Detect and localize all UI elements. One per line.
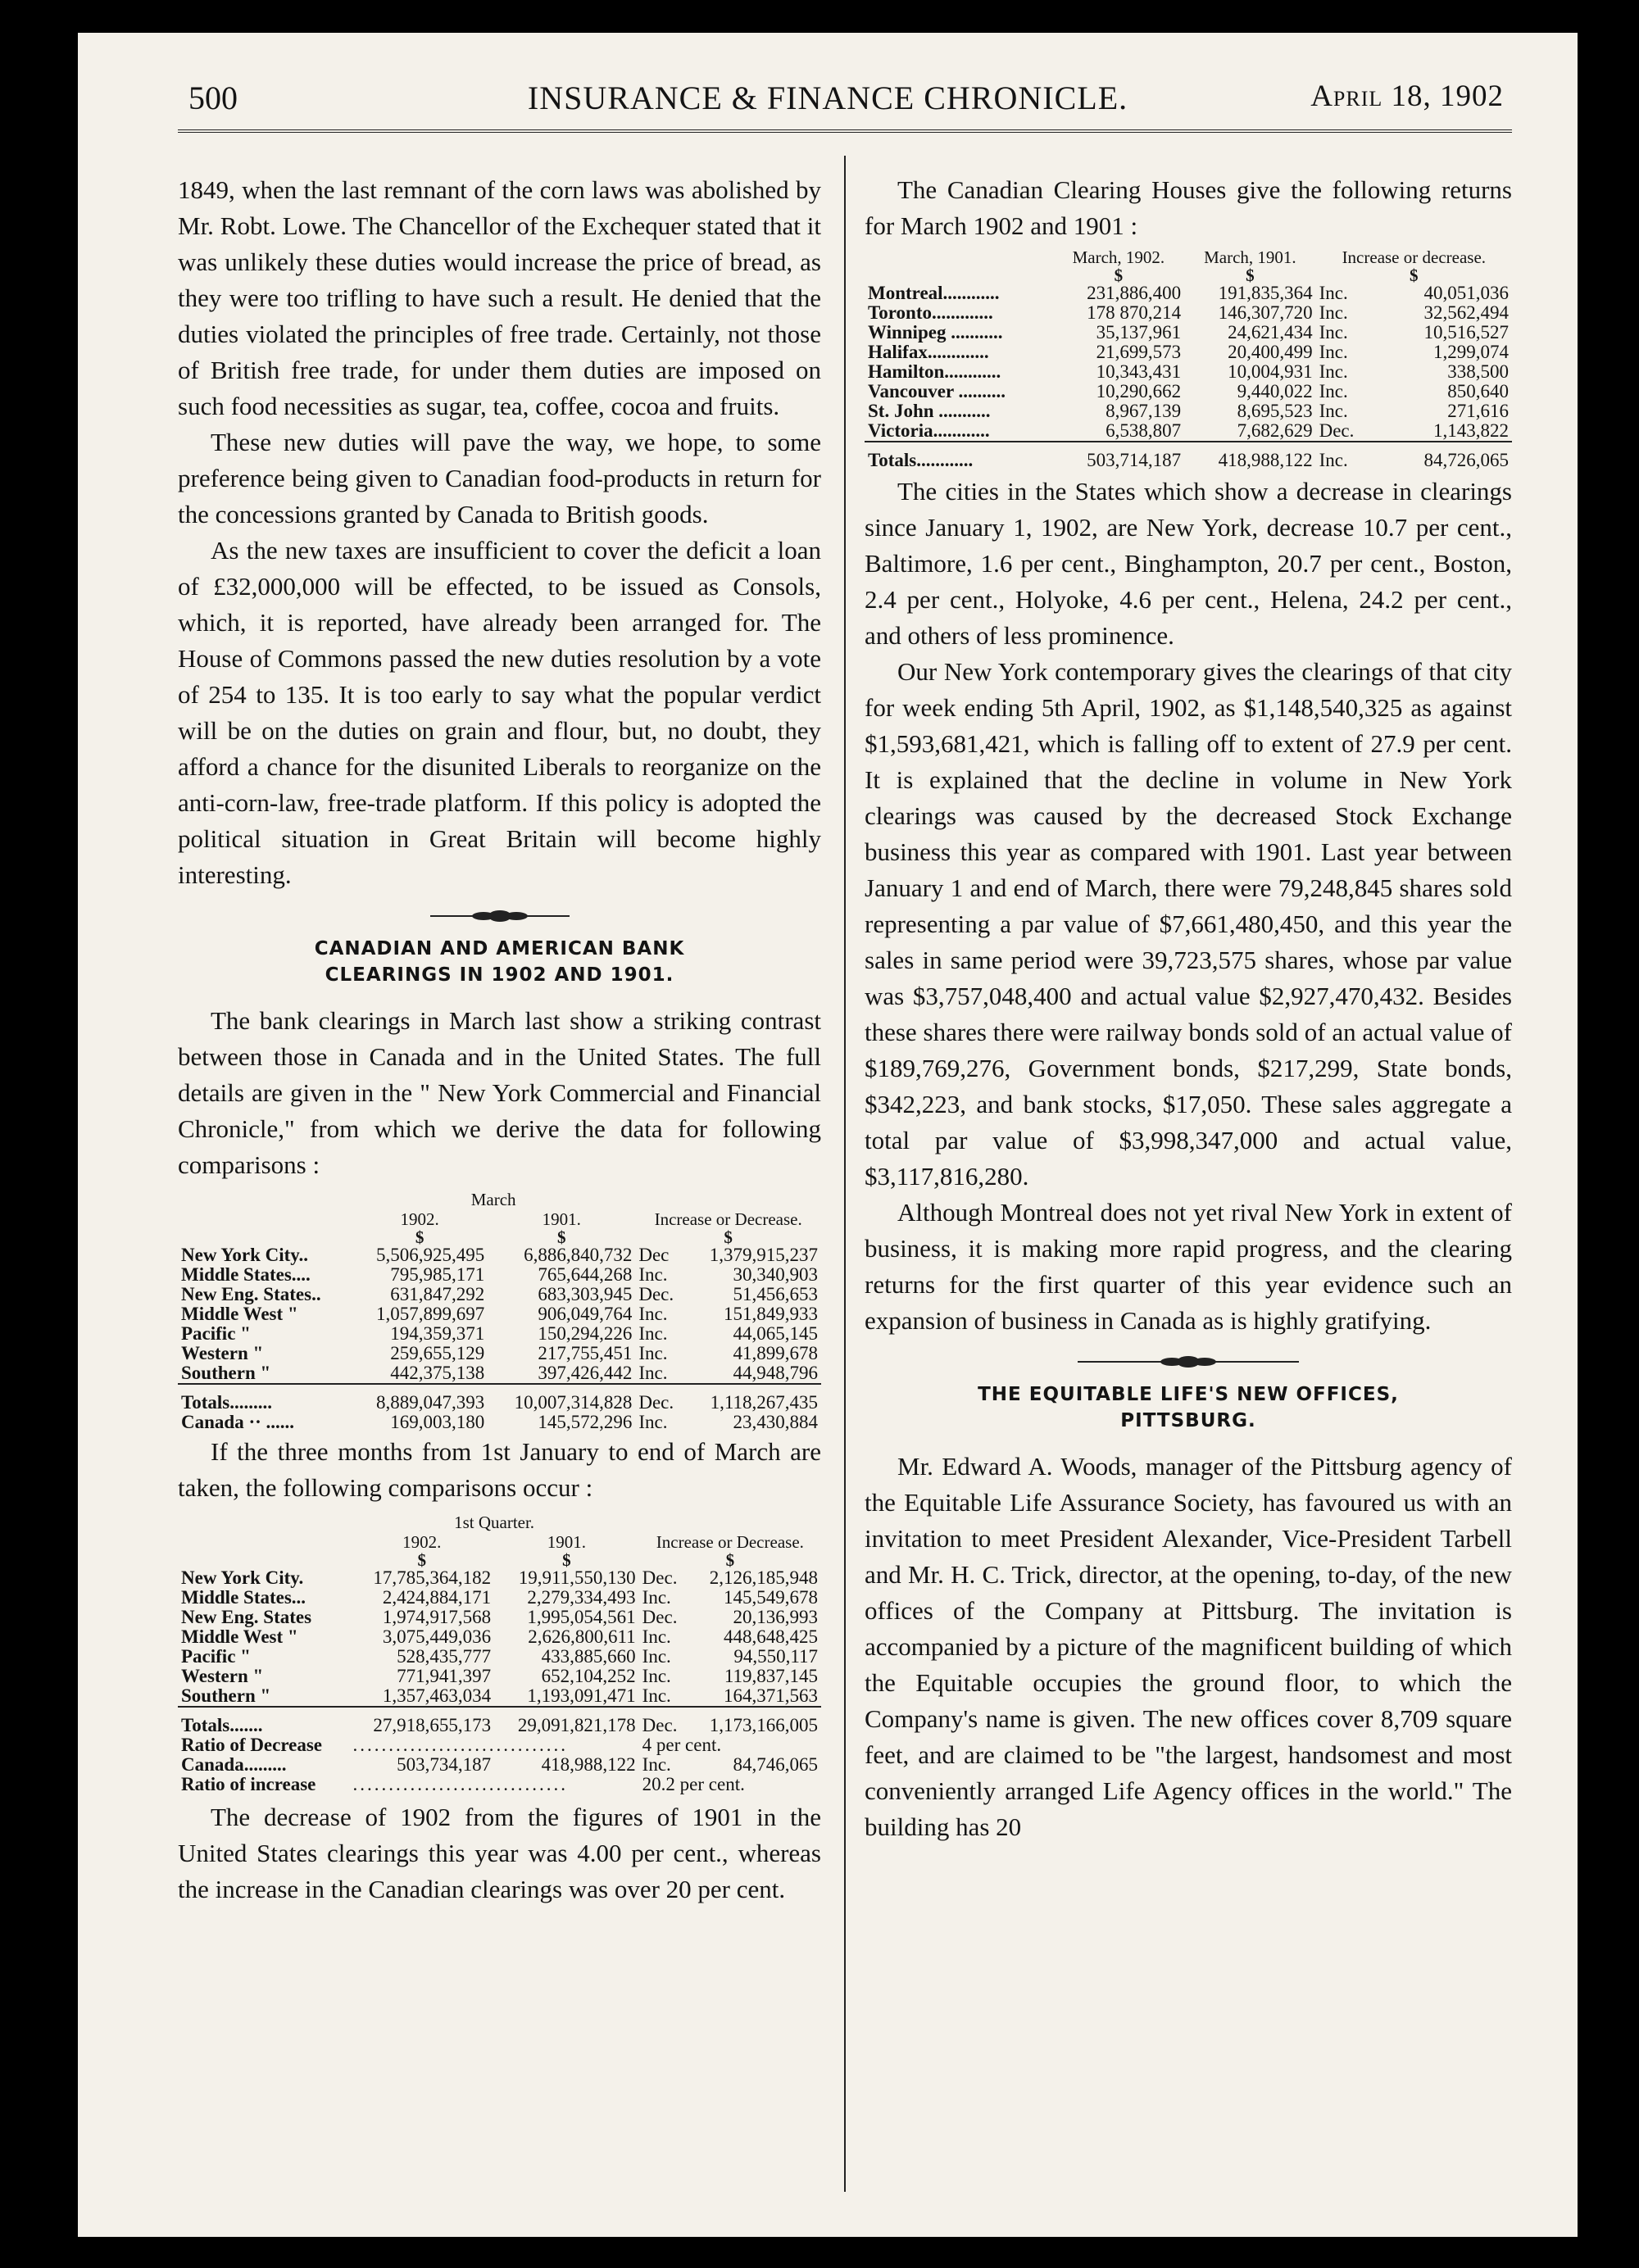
table-row <box>865 284 1512 303</box>
table-row <box>178 1686 821 1707</box>
table-cell: Middle States.... <box>181 1264 311 1285</box>
table-cell: Dec. <box>642 1607 678 1627</box>
table-cell: 683,303,945 <box>538 1284 633 1304</box>
table-cell: Southern " <box>181 1685 271 1706</box>
table-cell: Hamilton............ <box>868 361 1001 382</box>
table-cell: 1,299,074 <box>1433 342 1509 362</box>
table-row <box>178 1627 821 1647</box>
table-row <box>178 1285 821 1304</box>
table-row <box>865 303 1512 323</box>
table-cell: 150,294,226 <box>538 1323 633 1344</box>
table-cell: Dec. <box>1319 420 1355 441</box>
table-cell: Dec <box>638 1245 670 1265</box>
table-cell: 528,435,777 <box>397 1646 492 1667</box>
table-cell: 6,538,807 <box>1106 420 1182 441</box>
paragraph: The cities in the States which show a decrease in clearings since January 1, 1902, are New York, decrease 10.7 per cent., Baltimore, 1.6 per cent., Binghampton, 20.7 per cent., Boston, 2.4 per cent., Holyoke, 4.6 per cent., Helena, 24.2 per cent., and others of less prominence. <box>865 477 1512 650</box>
issue-date: April 18, 1902 <box>1310 79 1504 113</box>
paragraph: Although Montreal does not yet rival New York in extent of business, it is making more rapid progress, and the clearing returns for the first quarter of this year evidence such an expansion of business in Canada as is highly gratifying. <box>865 1198 1512 1335</box>
table-cell: 94,550,117 <box>733 1646 818 1667</box>
table-cell: 35,137,961 <box>1096 322 1182 342</box>
table-row <box>178 1568 821 1588</box>
table-cell: New Eng. States <box>181 1607 312 1627</box>
table-cell: Inc. <box>1319 322 1348 342</box>
table-row-totals: Totals......... 8,889,047,393 10,007,314,828 Dec. 1,118,267,435 <box>181 1392 818 1413</box>
march-clearings-table: March Increase or Decrease. 1902. 1901. $ $ $ New York City.. 5,506,925,495 6,886,840,732 Dec 1,379,915,237 Middle States.... 795,985,171 765,644,268 Inc. 30,340,903 New Eng. States.. 631,847,292 683,303,945 Dec. 51,456,653 Middle West " 1,057,899,697 906,049,764 Inc. 151,849,933 Pacific " 194,359,371 150,294,226 Inc. 44,065,145 Western " 259,655,129 217,755,451 Inc. 41,899,678 Southern " 442,375,138 397,426,442 Inc. 44,948,796 Totals......... 8,889,047,393 10,007,314,828 Dec. 1,118,267,435 Canada ·· ...... 169,003,180 145,572,296 Inc. 23,430,884 <box>178 1190 821 1432</box>
table-cell: Inc. <box>1319 401 1348 421</box>
table-cell: Dec. <box>638 1284 674 1304</box>
table-row <box>178 1363 821 1384</box>
table-cell: 40,051,036 <box>1423 283 1509 303</box>
table-row <box>865 382 1512 401</box>
paragraph: These new duties will pave the way, we hope, to some preference being given to Canadian food-products in return for the concessions granted by Canada to British goods. <box>178 428 821 528</box>
quarter-clearings-table: 1st Quarter. Increase or Decrease. 1902. 1901. $ $ $ New York City. 17,785,364,182 19,911,550,130 Dec. 2,126,185,948 Middle States... 2,424,884,171 2,279,334,493 Inc. 145,549,678 New Eng. States 1,974,917,568 1,995,054,561 Dec. 20,136,993 Middle West " 3,075,449,036 2,626,800,611 Inc. 448,648,425 Pacific " 528,435,777 433,885,660 Inc. 94,550,117 Western " 771,941,397 652,104,252 Inc. 119,837,145 Southern " 1,357,463,034 1,193,091,471 Inc. 164,371,563 Totals....... 27,918,655,173 29,091,821,178 Dec. 1,173,166,005 Ratio of Decrease .............................. 4 per cent. Canada......... 503,734,187 418,988,122 Inc. 84,746,065 Ratio of increase .............................. 20.2 per cent. <box>178 1513 821 1794</box>
table-cell: 10,343,431 <box>1096 361 1182 382</box>
table-cell: 397,426,442 <box>538 1363 633 1383</box>
table-cell: 146,307,720 <box>1218 302 1313 323</box>
table-cell: Inc. <box>642 1626 671 1647</box>
table-cell: Middle States... <box>181 1587 306 1608</box>
paragraph: If the three months from 1st January to end of March are taken, the following comparisons occur : <box>178 1437 821 1502</box>
table-cell: 765,644,268 <box>538 1264 633 1285</box>
table-cell: St. John ........... <box>868 401 991 421</box>
column-divider <box>844 156 846 2192</box>
table-cell: Western " <box>181 1343 264 1363</box>
table-cell: 1,143,822 <box>1433 420 1509 441</box>
table-row <box>865 401 1512 421</box>
table-cell: New Eng. States.. <box>181 1284 321 1304</box>
table-cell: 191,835,364 <box>1218 283 1313 303</box>
table-cell: Vancouver .......... <box>868 381 1006 401</box>
table-cell: 9,440,022 <box>1237 381 1313 401</box>
table-cell: 850,640 <box>1447 381 1509 401</box>
table-cell: 2,424,884,171 <box>382 1587 492 1608</box>
table-cell: 8,695,523 <box>1237 401 1313 421</box>
section-ornament <box>865 1354 1512 1370</box>
table-cell: 1,193,091,471 <box>527 1685 636 1706</box>
table-cell: Inc. <box>1319 302 1348 323</box>
table-cell: Inc. <box>638 1264 668 1285</box>
table-cell: Inc. <box>642 1666 671 1686</box>
table-row <box>865 323 1512 342</box>
header-rule <box>178 129 1512 136</box>
table-cell: 1,974,917,568 <box>382 1607 492 1627</box>
table-cell: 433,885,660 <box>541 1646 636 1667</box>
table-cell: 151,849,933 <box>724 1304 818 1324</box>
table-cell: 32,562,494 <box>1423 302 1509 323</box>
table-cell: 6,886,840,732 <box>524 1245 633 1265</box>
table-cell: 7,682,629 <box>1237 420 1313 441</box>
table-cell: 2,626,800,611 <box>528 1626 636 1647</box>
table-row <box>865 421 1512 442</box>
table-row-ratio-decrease: Ratio of Decrease .............................. 4 per cent. <box>181 1735 722 1755</box>
table-cell: 30,340,903 <box>733 1264 818 1285</box>
table-row <box>865 342 1512 362</box>
right-column <box>865 172 1512 1845</box>
table-row-canada: Canada......... 503,734,187 418,988,122 Inc. 84,746,065 <box>181 1754 818 1775</box>
table-cell: Halifax............. <box>868 342 989 362</box>
table-cell: 442,375,138 <box>390 1363 485 1383</box>
table-cell: Dec. <box>642 1567 678 1588</box>
table-cell: 20,400,499 <box>1228 342 1313 362</box>
table-cell: Inc. <box>642 1587 671 1608</box>
paragraph: The bank clearings in March last show a striking contrast between those in Canada and in the United States. The full details are given in the " New York Commercial and Financial Chronicle," from which we derive the data for following comparisons : <box>178 1006 821 1179</box>
table-cell: 906,049,764 <box>538 1304 633 1324</box>
table-cell: Inc. <box>638 1363 668 1383</box>
table-row <box>178 1647 821 1667</box>
table-cell: 771,941,397 <box>397 1666 492 1686</box>
table-cell: 194,359,371 <box>390 1323 485 1344</box>
table-cell: 1,995,054,561 <box>527 1607 636 1627</box>
section-heading: THE EQUITABLE LIFE'S NEW OFFICES, PITTSBURG. <box>978 1384 1399 1431</box>
table-cell: Victoria............ <box>868 420 990 441</box>
table-cell: 3,075,449,036 <box>382 1626 492 1647</box>
canadian-clearings-table: March, 1902. March, 1901. Increase or decrease. $ $ $ Montreal............ 231,886,400 191,835,364 Inc. 40,051,036 Toronto............. 178 870,214 146,307,720 Inc. 32,562,494 Winnipeg ........... 35,137,961 24,621,434 Inc. 10,516,527 Halifax............. 21,699,573 20,400,499 Inc. 1,299,074 Hamilton............ 10,343,431 10,004,931 Inc. 338,500 Vancouver .......... 10,290,662 9,440,022 Inc. 850,640 St. John ........... 8,967,139 8,695,523 Inc. 271,616 Victoria............ 6,538,807 7,682,629 Dec. 1,143,822 Totals............ 503,714,187 418,988,122 Inc. 84,726,065 <box>865 247 1512 470</box>
table-cell: 19,911,550,130 <box>518 1567 636 1588</box>
table-cell: Inc. <box>1319 342 1348 362</box>
table-cell: Pacific " <box>181 1323 251 1344</box>
table-cell: New York City.. <box>181 1245 309 1265</box>
paragraph: The decrease of 1902 from the figures of 1901 in the United States clearings this year was 4.00 per cent., whereas the increase in the Canadian clearings was over 20 per cent. <box>178 1803 821 1903</box>
table-cell: 1,357,463,034 <box>382 1685 492 1706</box>
table-cell: 259,655,129 <box>390 1343 485 1363</box>
table-cell: Middle West " <box>181 1304 298 1324</box>
table-cell: 145,549,678 <box>724 1587 818 1608</box>
table-cell: Southern " <box>181 1363 271 1383</box>
table-cell: 51,456,653 <box>733 1284 818 1304</box>
table-cell: 178 870,214 <box>1087 302 1182 323</box>
table-cell: Inc. <box>1319 381 1348 401</box>
table-cell: 24,621,434 <box>1228 322 1313 342</box>
table-cell: Inc. <box>1319 361 1348 382</box>
table-cell: 17,785,364,182 <box>373 1567 492 1588</box>
table-row <box>178 1265 821 1285</box>
table-cell: Montreal............ <box>868 283 1000 303</box>
table-cell: 119,837,145 <box>724 1666 818 1686</box>
table-cell: New York City. <box>181 1567 304 1588</box>
journal-title: INSURANCE & FINANCE CHRONICLE. <box>527 79 1128 116</box>
page-number: 500 <box>188 79 238 116</box>
table-cell: 795,985,171 <box>390 1264 485 1285</box>
table-cell: 164,371,563 <box>724 1685 818 1706</box>
table-row <box>178 1304 821 1324</box>
table-cell: 21,699,573 <box>1096 342 1182 362</box>
table-cell: 44,065,145 <box>733 1323 818 1344</box>
table-cell: 41,899,678 <box>733 1343 818 1363</box>
table-cell: 44,948,796 <box>733 1363 818 1383</box>
table-cell: Toronto............. <box>868 302 993 323</box>
table-cell: 1,057,899,697 <box>376 1304 485 1324</box>
table-row-totals: Totals............ 503,714,187 418,988,122 Inc. 84,726,065 <box>868 450 1509 470</box>
table-cell: 5,506,925,495 <box>376 1245 485 1265</box>
table-cell: Inc. <box>1319 283 1348 303</box>
table-cell: 448,648,425 <box>724 1626 818 1647</box>
table-cell: 10,004,931 <box>1228 361 1313 382</box>
table-row-ratio-increase: Ratio of increase .............................. 20.2 per cent. <box>181 1774 745 1794</box>
paragraph: Mr. Edward A. Woods, manager of the Pittsburg agency of the Equitable Life Assurance Society, has favoured us with an invitation to meet President Alexander, Vice-President Tarbell and Mr. H. C. Trick, director, at the opening, to-day, of the new offices of the Company at Pittsburg. The invitation is accompanied by a picture of the magnificent building of which the Equitable occupies the ground floor, to which the Company's name is given. The new offices cover 8,709 square feet, and are claimed to be "the largest, handsomest and most conveniently arranged Life Agency offices in the world." The building has 20 <box>865 1452 1512 1841</box>
table-row <box>178 1245 821 1265</box>
table-cell: 2,126,185,948 <box>709 1567 818 1588</box>
table-cell: Western " <box>181 1666 264 1686</box>
table-cell: Inc. <box>638 1343 668 1363</box>
table-cell: 1,379,915,237 <box>709 1245 818 1265</box>
paragraph: As the new taxes are insufficient to cover the deficit a loan of £32,000,000 will be effected, to be issued as Consols, which, it is reported, have already been arranged for. The House of Commons passed the new duties resolution by a vote of 254 to 135. It is too early to say what the popular verdict will be on the duties on grain and flour, but, no doubt, they afford a chance for the disunited Liberals to reorganize on the anti-corn-law, free-trade platform. If this policy is adopted the political situation in Great Britain will become highly interesting. <box>178 536 821 889</box>
table-cell: Middle West " <box>181 1626 298 1647</box>
table-row <box>178 1324 821 1344</box>
table-cell: Winnipeg ........... <box>868 322 1003 342</box>
table-cell: 231,886,400 <box>1087 283 1182 303</box>
table-row <box>865 362 1512 382</box>
table-cell: 631,847,292 <box>390 1284 485 1304</box>
table-row <box>178 1344 821 1363</box>
document-page <box>78 33 1578 2237</box>
table-row-canada: Canada ·· ...... 169,003,180 145,572,296 Inc. 23,430,884 <box>181 1412 818 1432</box>
table-cell: 652,104,252 <box>541 1666 636 1686</box>
table-cell: Inc. <box>638 1304 668 1324</box>
table-cell: 20,136,993 <box>733 1607 818 1627</box>
table-row <box>178 1588 821 1608</box>
table-cell: 271,616 <box>1447 401 1509 421</box>
table-row <box>178 1608 821 1627</box>
running-head <box>78 79 1578 128</box>
table-cell: Pacific " <box>181 1646 251 1667</box>
table-cell: Inc. <box>638 1323 668 1344</box>
table-cell: 8,967,139 <box>1106 401 1182 421</box>
table-cell: 10,290,662 <box>1096 381 1182 401</box>
paragraph: 1849, when the last remnant of the corn laws was abolished by Mr. Robt. Lowe. The Chancellor of the Exchequer stated that it was unlikely these duties would increase the price of bread, as they were too trifling to have such a result. He denied that the duties violated the principles of free trade. Certainly, not those of British free trade, for under them duties are imposed on such food necessities as sugar, tea, coffee, cocoa and fruits. <box>178 175 821 420</box>
section-heading: CANADIAN AND AMERICAN BANK CLEARINGS IN 1902 AND 1901. <box>314 938 685 986</box>
table-row <box>178 1667 821 1686</box>
table-cell: 2,279,334,493 <box>527 1587 636 1608</box>
table-row-totals: Totals....... 27,918,655,173 29,091,821,178 Dec. 1,173,166,005 <box>181 1715 818 1735</box>
table-cell: 338,500 <box>1447 361 1509 382</box>
table-cell: Inc. <box>642 1646 671 1667</box>
paragraph: The Canadian Clearing Houses give the following returns for March 1902 and 1901 : <box>865 175 1512 240</box>
left-column <box>178 172 821 1907</box>
paragraph: Our New York contemporary gives the clearings of that city for week ending 5th April, 1902, as $1,148,540,325 as against $1,593,681,421, which is falling off to extent of 27.9 per cent. It is explained that the decline in volume in New York clearings was caused by the decreased Stock Exchange business this year as compared with 1901. Last year between January 1 and end of March, there were 79,248,845 shares sold representing a par value of $7,661,480,450, and this year the sales in same period were 39,723,575 shares, whose par value was $3,757,048,400 and actual value $2,927,470,432. Besides these shares there were railway bonds sold of an actual value of $189,769,276, Government bonds, $217,299, State bonds, $342,223, and bank stocks, $17,050. These sales aggregate a total par value of $3,998,347,000 and actual value, $3,117,816,280. <box>865 657 1512 1191</box>
table-cell: Inc. <box>642 1685 671 1706</box>
table-cell: 217,755,451 <box>538 1343 633 1363</box>
section-ornament <box>178 908 821 924</box>
table-cell: 10,516,527 <box>1423 322 1509 342</box>
